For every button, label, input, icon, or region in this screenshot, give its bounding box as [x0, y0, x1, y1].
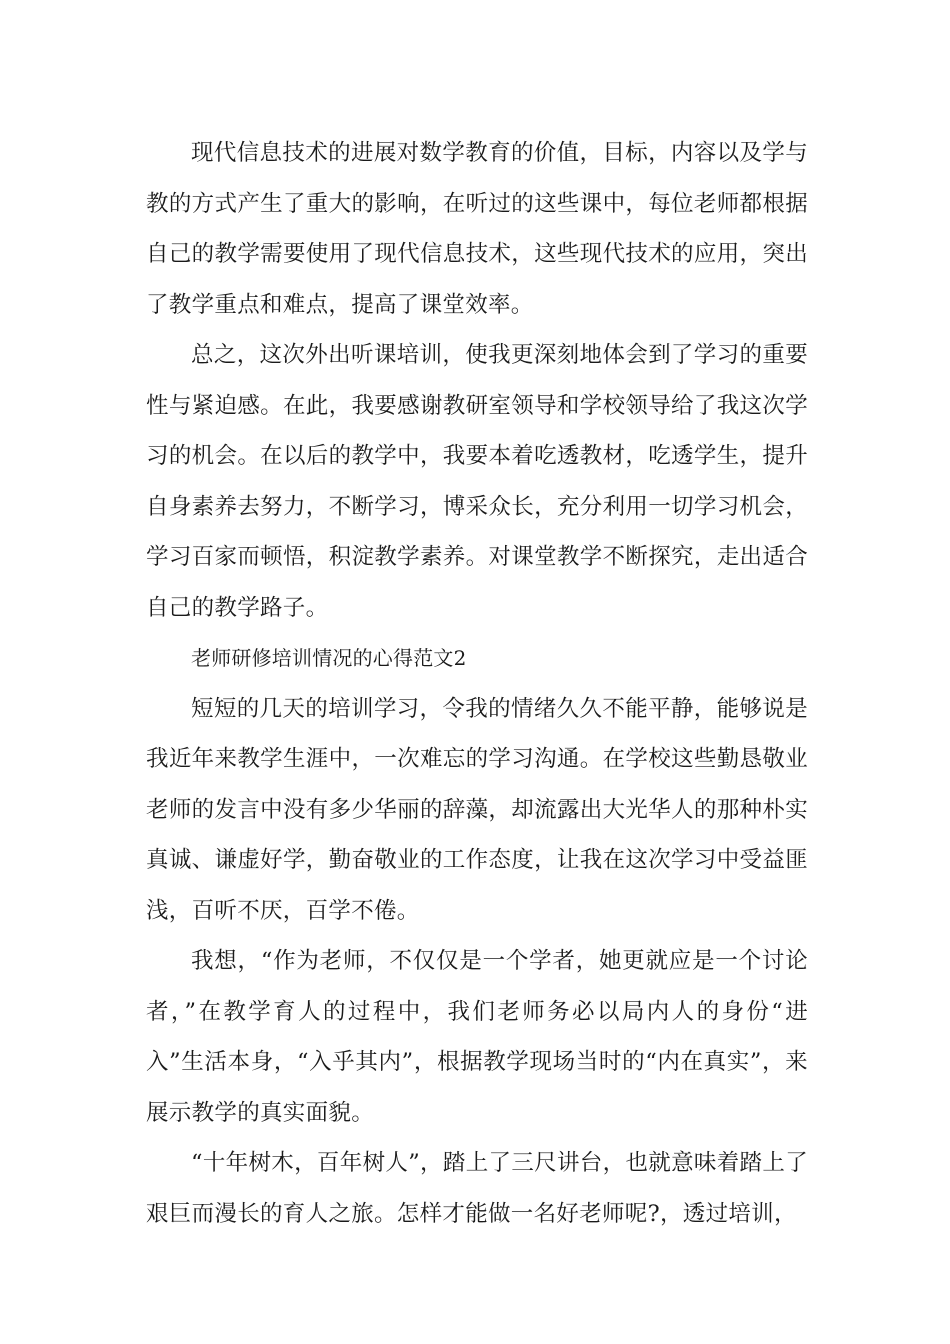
- paragraph-it-benefits: 现代信息技术的进展对数学教育的价值，目标，内容以及学与教的方式产生了重大的影响，在听过的这些课中，每位老师都根据自己的教学需要使用了现代信息技术，这些现代技术的应用，突出了教学重点和难点，提高了课堂效率。: [146, 140, 808, 318]
- paragraph-educating-people: “十年树木，百年树人”，踏上了三尺讲台，也就意味着踏上了艰巨而漫长的育人之旅。怎样才能做一名好老师呢?，透过培训，: [146, 1150, 808, 1227]
- paragraph-teacher-as-researcher: 我想，“作为老师，不仅仅是一个学者，她更就应是一个讨论者，”在教学育人的过程中，我们老师务必以局内人的身份“进入”生活本身，“入乎其内”，根据教学现场当时的“内在真实”，来展示教学的真实面貌。: [146, 948, 808, 1126]
- section-heading: 老师研修培训情况的心得范文2: [191, 646, 467, 670]
- paragraph-training-reflection: 短短的几天的培训学习，令我的情绪久久不能平静，能够说是我近年来教学生涯中，一次难忘的学习沟通。在学校这些勤恳敬业老师的发言中没有多少华丽的辞藻，却流露出大光华人的那种朴实真诚、谦虚好学，勤奋敬业的工作态度，让我在这次学习中受益匪浅，百听不厌，百学不倦。: [146, 695, 808, 924]
- document-body: [146, 128, 808, 1239]
- paragraph-conclusion: 总之，这次外出听课培训，使我更深刻地体会到了学习的重要性与紧迫感。在此，我要感谢教研室领导和学校领导给了我这次学习的机会。在以后的教学中，我要本着吃透教材，吃透学生，提升自身素养去努力，不断学习，博采众长，充分利用一切学习机会，学习百家而顿悟，积淀教学素养。对课堂教学不断探究，走出适合自己的教学路子。: [146, 342, 808, 621]
